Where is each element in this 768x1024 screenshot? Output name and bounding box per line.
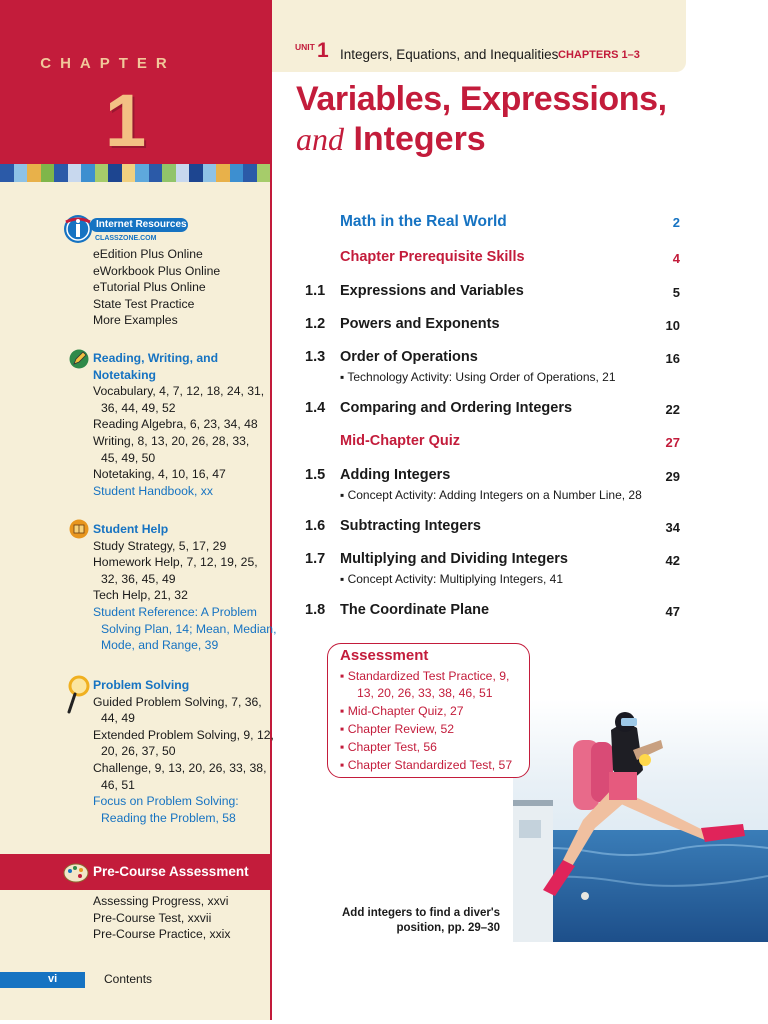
toc-page: 5	[672, 285, 680, 300]
toc-page: 2	[672, 215, 680, 230]
pre-course-list	[93, 893, 230, 943]
list-item: Assessing Progress, xxvi	[93, 894, 229, 908]
list-item: Pre-Course Practice, xxix	[93, 927, 231, 942]
student-help-section	[93, 521, 276, 654]
toc-title[interactable]: Comparing and Ordering Integers	[340, 400, 573, 416]
assessment-item[interactable]: 13, 20, 26, 33, 38, 46, 51	[357, 686, 493, 700]
toc-page: 29	[665, 469, 680, 484]
toc-num: 1.5	[305, 467, 326, 483]
book-icon	[69, 519, 89, 544]
toc-num: 1.4	[305, 400, 326, 416]
toc-num: 1.6	[305, 518, 326, 534]
toc-subitem[interactable]: ▪ Concept Activity: Multiplying Integers, 41	[340, 572, 564, 586]
list-item: Homework Help, 7, 12, 19, 25,	[93, 555, 258, 570]
toc-num: 1.8	[305, 602, 326, 618]
toc-title[interactable]: Powers and Exponents	[340, 316, 500, 332]
student-reference-link[interactable]: Student Reference: A Problem	[93, 604, 257, 619]
internet-badge-sub: CLASSZONE.COM	[95, 235, 157, 242]
internet-badge-title: Internet Resources	[96, 219, 187, 230]
page-number: vi	[48, 973, 58, 985]
assessment-item[interactable]: ▪ Mid-Chapter Quiz, 27	[340, 704, 464, 718]
reading-head-2: Notetaking	[93, 367, 156, 382]
toc-title[interactable]: Chapter Prerequisite Skills	[340, 249, 525, 265]
title-integers: Integers	[353, 120, 486, 158]
toc-title[interactable]: Math in the Real World	[340, 213, 507, 230]
unit-word: UNIT	[295, 42, 315, 52]
unit-title: Integers, Equations, and Inequalities	[340, 47, 559, 62]
problem-solving-head: Problem Solving	[93, 678, 190, 692]
list-item: Vocabulary, 4, 7, 12, 18, 24, 31,	[93, 384, 265, 399]
list-item: Reading Algebra, 6, 23, 34, 48	[93, 417, 258, 432]
photo-caption	[320, 906, 500, 936]
unit-number: 1	[317, 39, 329, 62]
toc-num: 1.2	[305, 316, 326, 332]
list-item: 44, 49	[101, 711, 135, 726]
list-item[interactable]: eTutorial Plus Online	[93, 280, 206, 295]
title-and: and	[296, 121, 344, 157]
list-item: 36, 44, 49, 52	[101, 400, 176, 415]
list-item: Tech Help, 21, 32	[93, 588, 188, 603]
unit-chapters: CHAPTERS 1–3	[558, 49, 640, 61]
problem-solving-section	[93, 677, 274, 826]
student-handbook-link[interactable]: Student Handbook, xx	[93, 483, 213, 498]
chapter-word: CHAPTER	[40, 55, 176, 72]
toc-page: 16	[665, 351, 680, 366]
page-title-line2	[296, 120, 486, 159]
chapter-number: 1	[105, 79, 147, 162]
list-item: Guided Problem Solving, 7, 36,	[93, 694, 262, 709]
toc-subitem[interactable]: ▪ Concept Activity: Adding Integers on a Number Line, 28	[340, 488, 642, 502]
list-item[interactable]: eWorkbook Plus Online	[93, 263, 221, 278]
toc-subitem[interactable]: ▪ Technology Activity: Using Order of Operations, 21	[340, 370, 616, 384]
toc-page: 10	[665, 318, 680, 333]
student-help-head: Student Help	[93, 522, 169, 536]
list-item: 20, 26, 37, 50	[101, 744, 176, 759]
list-item: 45, 49, 50	[101, 450, 156, 465]
page-folio	[0, 972, 85, 988]
folio-label: Contents	[104, 972, 153, 986]
assessment-item[interactable]: ▪ Chapter Test, 56	[340, 740, 437, 754]
list-item: Pre-Course Test, xxvii	[93, 910, 212, 925]
pre-course-head: Pre-Course Assessment	[93, 864, 249, 879]
list-item: 32, 36, 45, 49	[101, 571, 176, 586]
palette-icon	[63, 859, 89, 890]
toc-page: 34	[665, 520, 680, 535]
assessment-item[interactable]: ▪ Chapter Review, 52	[340, 722, 455, 736]
list-item: Writing, 8, 13, 20, 26, 28, 33,	[93, 433, 250, 448]
color-stripe	[0, 164, 270, 182]
toc-title[interactable]: Order of Operations	[340, 349, 478, 365]
toc-title[interactable]: Subtracting Integers	[340, 518, 481, 534]
toc-title[interactable]: Mid-Chapter Quiz	[340, 433, 461, 449]
reading-head-1: Reading, Writing, and	[93, 351, 219, 365]
caption-line: position, pp. 29–30	[396, 922, 500, 934]
toc-page: 42	[665, 553, 680, 568]
list-item: Extended Problem Solving, 9, 12,	[93, 727, 274, 742]
toc-title[interactable]: The Coordinate Plane	[340, 602, 490, 618]
diver-photo	[513, 700, 768, 942]
student-reference-link[interactable]: Solving Plan, 14; Mean, Median,	[101, 621, 277, 636]
focus-problem-link[interactable]: Reading the Problem, 58	[101, 810, 236, 825]
toc-title[interactable]: Expressions and Variables	[340, 283, 524, 299]
magnifier-icon	[66, 675, 92, 720]
toc-page: 27	[665, 435, 680, 450]
student-reference-link[interactable]: Mode, and Range, 39	[101, 638, 219, 653]
toc-num: 1.1	[305, 283, 326, 299]
list-item: Study Strategy, 5, 17, 29	[93, 538, 227, 553]
assessment-item[interactable]: ▪ Chapter Standardized Test, 57	[340, 758, 513, 772]
reading-section	[93, 350, 264, 499]
list-item: Challenge, 9, 13, 20, 26, 33, 38,	[93, 760, 267, 775]
list-item[interactable]: eEdition Plus Online	[93, 247, 203, 261]
toc-title[interactable]: Multiplying and Dividing Integers	[340, 551, 568, 567]
pencil-icon	[69, 349, 89, 374]
list-item: Notetaking, 4, 10, 16, 47	[93, 467, 226, 482]
caption-line: Add integers to find a diver's	[341, 907, 500, 919]
toc-page: 22	[665, 402, 680, 417]
toc-page: 4	[672, 251, 680, 266]
list-item[interactable]: More Examples	[93, 313, 178, 328]
list-item: 46, 51	[101, 777, 135, 792]
toc-title[interactable]: Adding Integers	[340, 467, 451, 483]
toc-num: 1.3	[305, 349, 326, 365]
assessment-head: Assessment	[340, 647, 429, 664]
toc-num: 1.7	[305, 551, 326, 567]
assessment-item[interactable]: ▪ Standardized Test Practice, 9,	[340, 669, 510, 683]
toc-page: 47	[665, 604, 680, 619]
focus-problem-link[interactable]: Focus on Problem Solving:	[93, 794, 239, 809]
list-item[interactable]: State Test Practice	[93, 296, 195, 311]
page-title-line1: Variables, Expressions,	[296, 80, 667, 118]
internet-resources-list	[93, 246, 220, 329]
